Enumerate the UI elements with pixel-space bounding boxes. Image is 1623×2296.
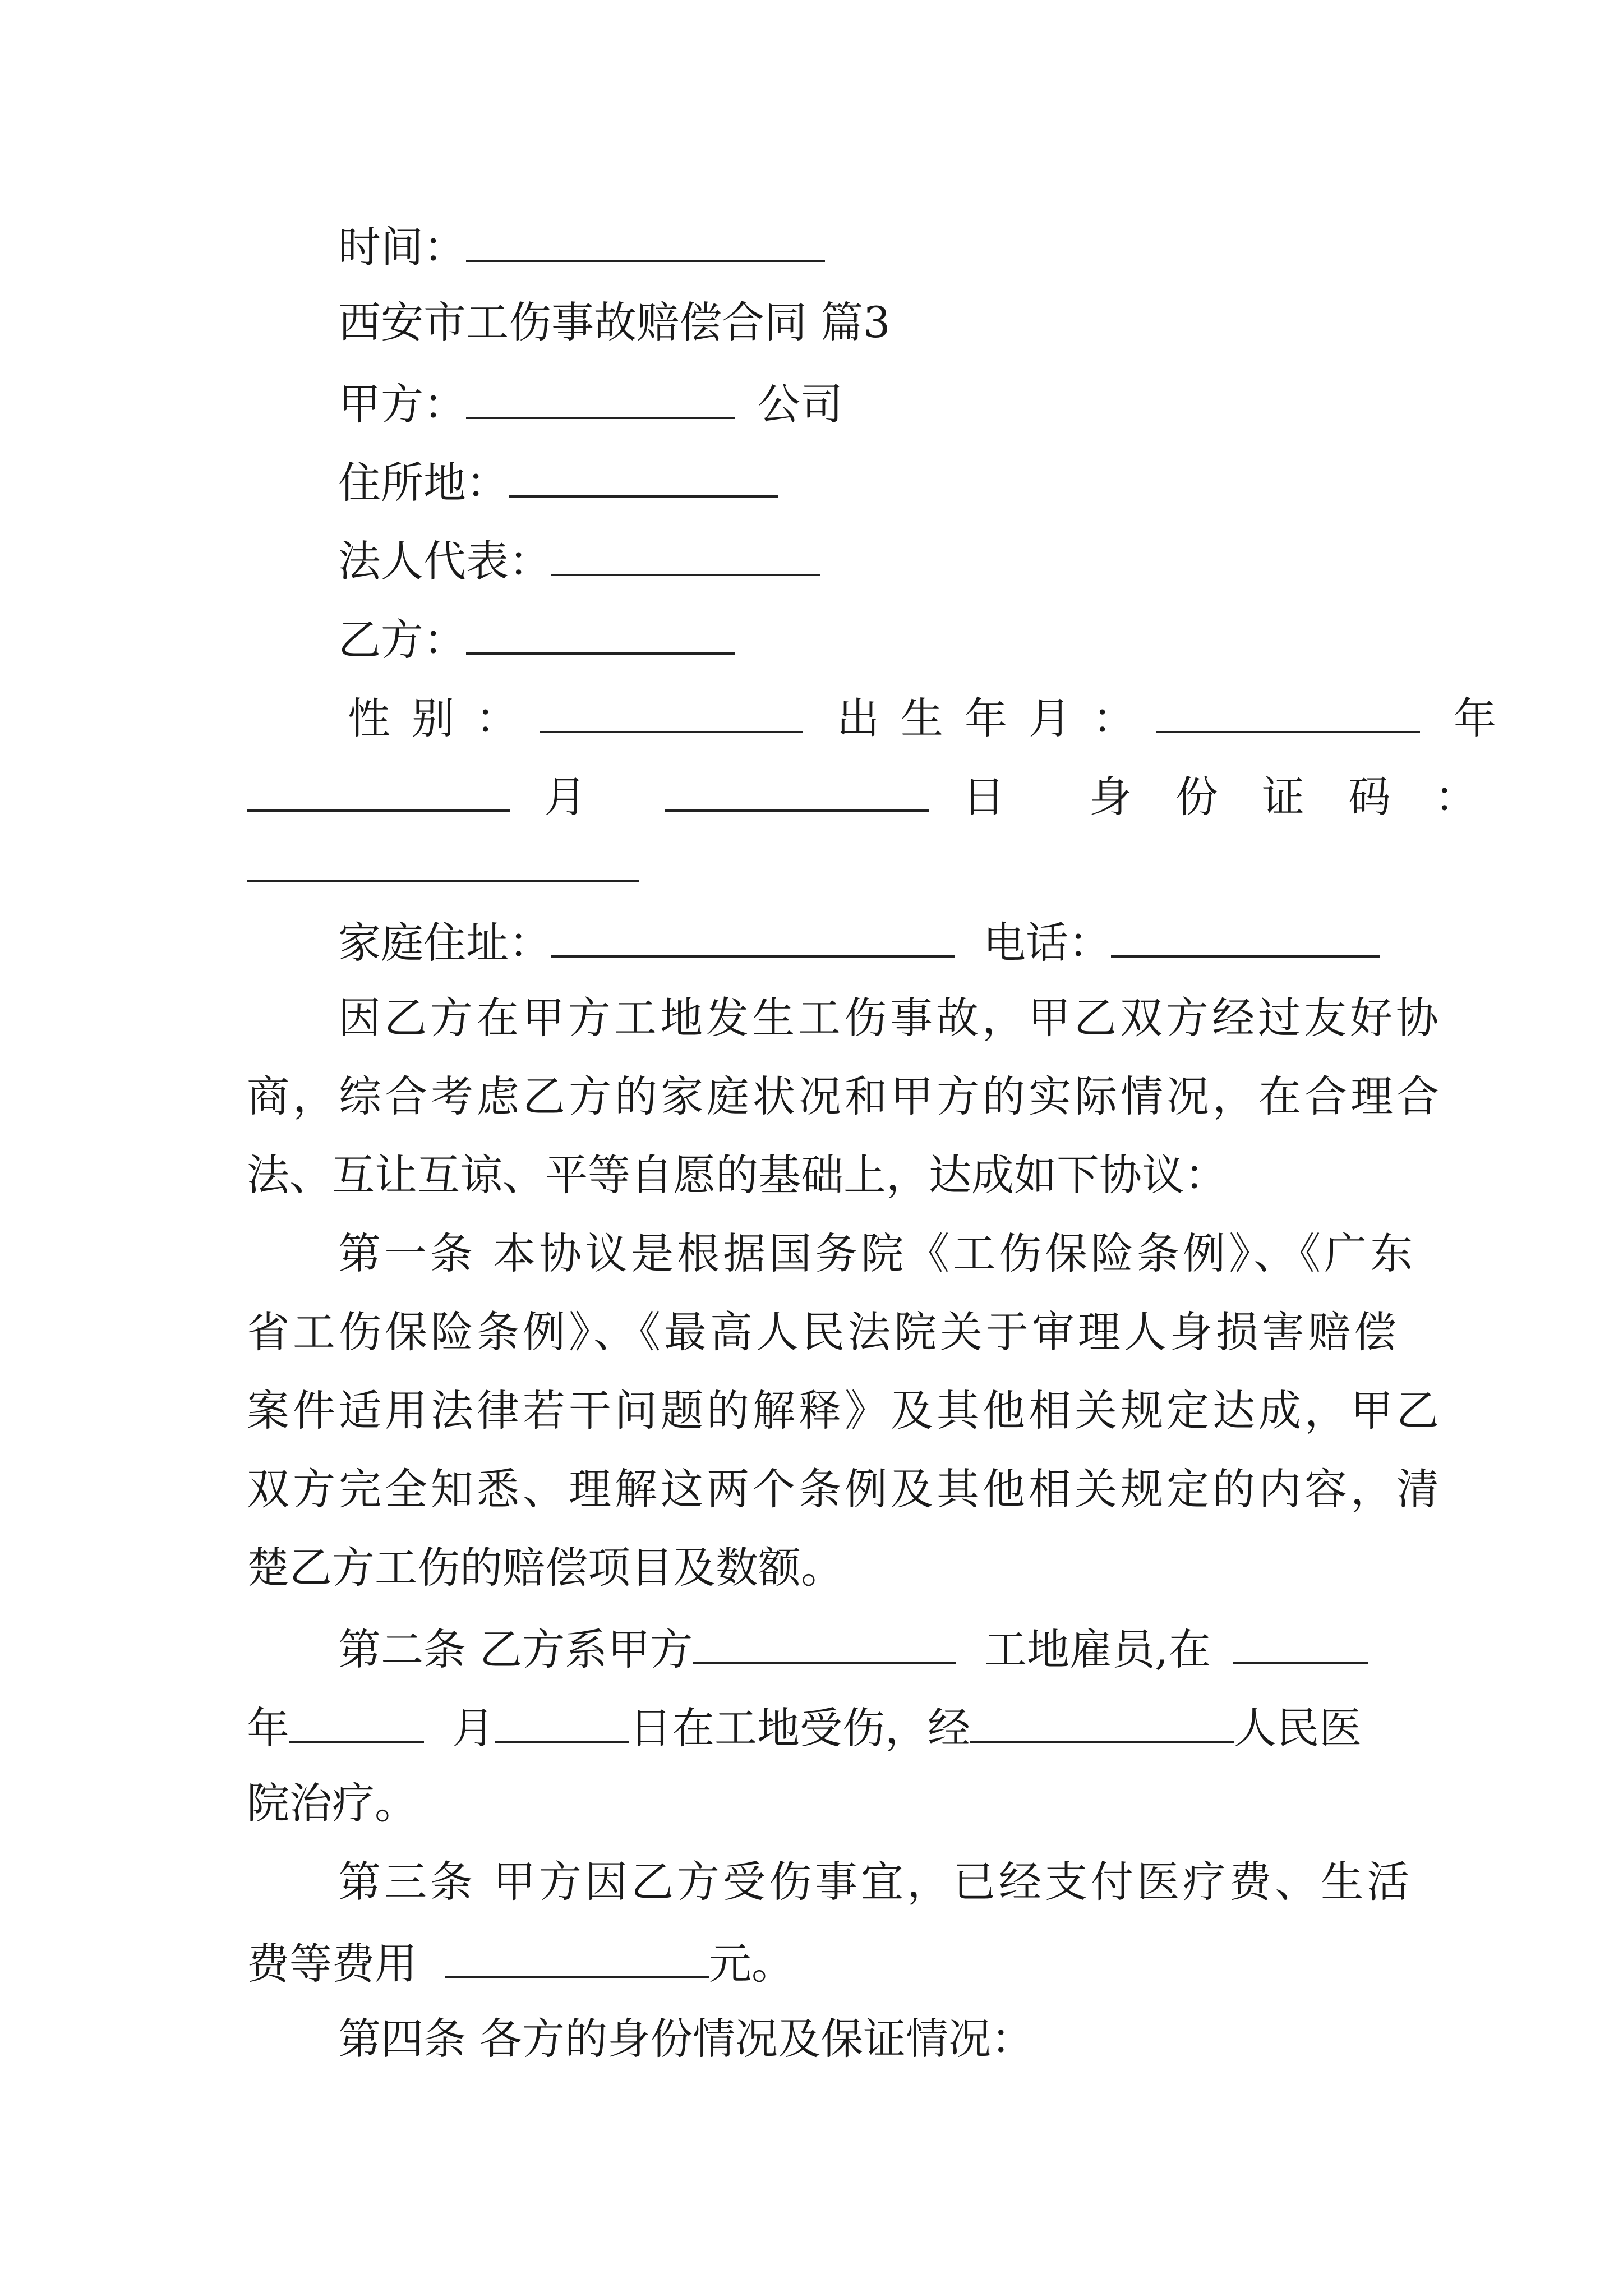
time-line bbox=[338, 216, 825, 272]
article2-month-blank bbox=[289, 1697, 424, 1743]
article2-year-unit: 年 bbox=[247, 1703, 289, 1753]
party-a-blank bbox=[466, 373, 735, 419]
article3-prefix: 费等费用 bbox=[247, 1939, 417, 1989]
legal-rep-blank bbox=[551, 530, 820, 576]
birth-year-unit: 年 bbox=[1454, 693, 1496, 743]
article2-line-3: 院治疗。 bbox=[247, 1778, 417, 1828]
article2-hospital: 人民医 bbox=[1234, 1703, 1362, 1753]
article3-line-2 bbox=[247, 1932, 794, 1989]
article1-line-2: 省工伤保险条例》、《最高人民法院关于审理人身损害赔偿 bbox=[247, 1307, 1400, 1357]
article2-year-blank bbox=[1233, 1618, 1368, 1664]
home-label: 家庭住址： bbox=[338, 918, 551, 968]
intro-line-3: 法、互让互谅、平等自愿的基础上，达成如下协议： bbox=[247, 1150, 1227, 1200]
birth-label: 出生年月： bbox=[837, 693, 1156, 743]
id-card-blank bbox=[247, 836, 639, 882]
birth-day-blank bbox=[665, 766, 929, 812]
article3-suffix: 元。 bbox=[709, 1939, 794, 1989]
article2-site-blank bbox=[693, 1618, 956, 1664]
phone-blank bbox=[1111, 912, 1380, 958]
article1-line-4: 双方完全知悉、理解这两个条例及其他相关规定的内容，清 bbox=[247, 1464, 1442, 1514]
document-title: 西安市工伤事故赔偿合同 篇3 bbox=[338, 297, 891, 347]
article1-line-3: 案件适用法律若干问题的解释》及其他相关规定达成，甲乙 bbox=[247, 1386, 1442, 1435]
article1-line-5: 楚乙方工伤的赔偿项目及数额。 bbox=[247, 1543, 843, 1593]
home-blank bbox=[551, 912, 955, 958]
address-blank bbox=[509, 452, 778, 498]
address-label: 住所地： bbox=[338, 458, 509, 508]
address-line bbox=[338, 452, 778, 508]
article2-mid: 工地雇员,在 bbox=[984, 1625, 1211, 1674]
birth-day-unit: 日 bbox=[962, 772, 1005, 822]
time-blank bbox=[466, 216, 825, 262]
article3-amount-blank bbox=[445, 1932, 709, 1978]
intro-line-2: 商，综合考虑乙方的家庭状况和甲方的实际情况，在合理合 bbox=[247, 1071, 1442, 1121]
legal-rep-line bbox=[338, 530, 820, 586]
article2-prefix: 第二条 乙方系甲方 bbox=[338, 1625, 693, 1674]
id-card-line bbox=[247, 836, 639, 892]
birth-month-blank bbox=[247, 766, 510, 812]
party-b-line bbox=[338, 609, 735, 665]
article4-line-1: 第四条 各方的身份情况及保证情况： bbox=[338, 2014, 1034, 2064]
birth-month-day-line bbox=[247, 766, 1521, 822]
article2-hospital-blank bbox=[970, 1697, 1234, 1743]
gender-birth-line bbox=[348, 687, 1496, 743]
legal-rep-label: 法人代表： bbox=[338, 536, 551, 586]
party-b-label: 乙方： bbox=[338, 615, 466, 665]
party-a-suffix: 公司 bbox=[758, 379, 843, 429]
id-card-label: 身份证码： bbox=[1089, 772, 1521, 822]
article3-line-1: 第三条 甲方因乙方受伤事宜，已经支付医疗费、生活 bbox=[338, 1857, 1413, 1907]
time-label: 时间： bbox=[338, 222, 466, 272]
article2-day-blank bbox=[495, 1697, 629, 1743]
gender-label: 性别： bbox=[348, 693, 540, 743]
article1-line-1: 第一条 本协议是根据国务院《工伤保险条例》、《广东 bbox=[338, 1228, 1417, 1278]
article2-month-unit: 月 bbox=[452, 1703, 495, 1753]
article2-line-2 bbox=[247, 1697, 1362, 1753]
party-a-label: 甲方： bbox=[338, 379, 466, 429]
article2-day-text: 日在工地受伤，经 bbox=[629, 1703, 970, 1753]
party-a-line bbox=[338, 373, 843, 429]
party-b-blank bbox=[466, 609, 735, 655]
birth-year-blank bbox=[1156, 687, 1420, 733]
article2-line-1 bbox=[338, 1618, 1368, 1674]
intro-line-1: 因乙方在甲方工地发生工伤事故，甲乙双方经过友好协 bbox=[338, 993, 1442, 1043]
home-phone-line bbox=[338, 912, 1380, 968]
phone-label: 电话： bbox=[983, 918, 1111, 968]
gender-blank bbox=[540, 687, 803, 733]
birth-month-unit: 月 bbox=[544, 772, 587, 822]
